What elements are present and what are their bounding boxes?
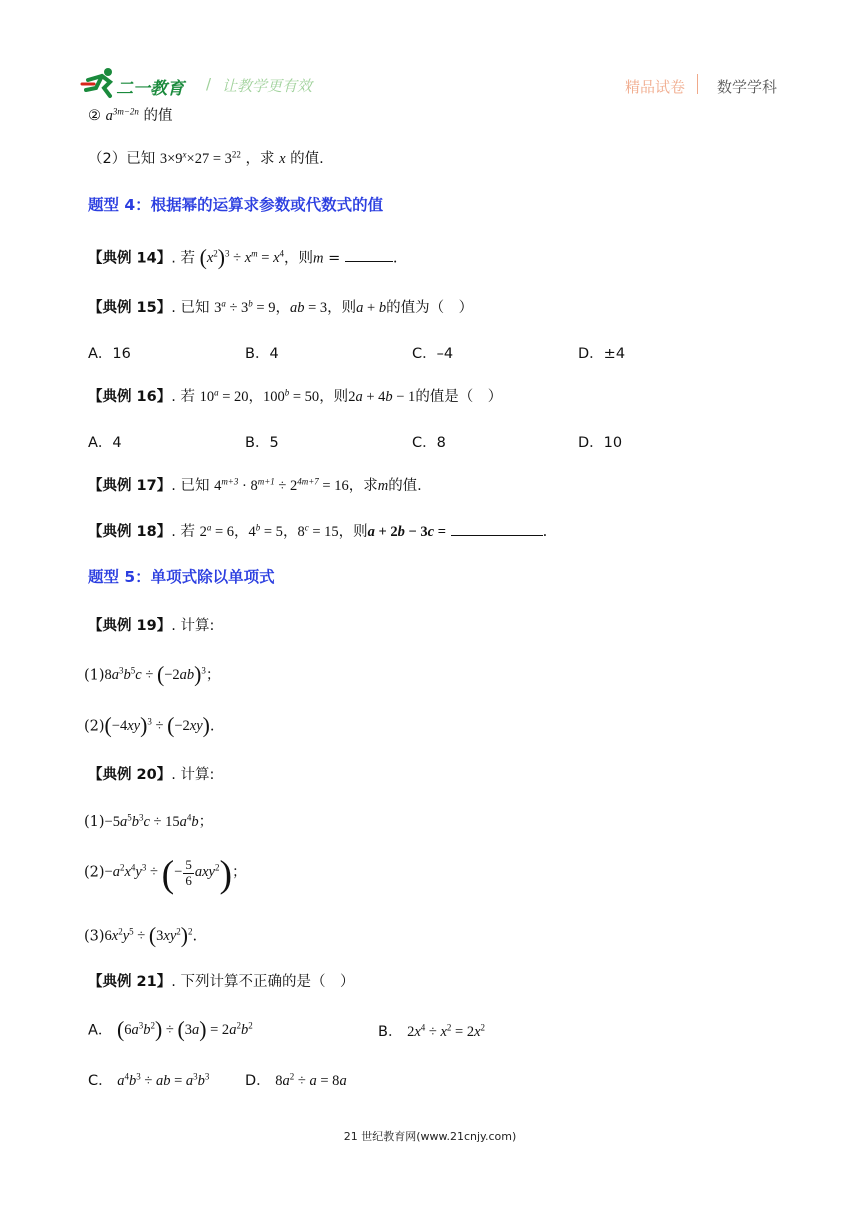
text: 的值.: [388, 478, 422, 494]
example-tag: 【典例 20】: [88, 767, 172, 783]
option-label: A．: [88, 1022, 113, 1039]
circled-two: ②: [88, 108, 101, 124]
runner-logo-icon: [80, 66, 120, 102]
math-expr: $(x^2)^3 \div x^m = x^4$: [199, 246, 285, 270]
example-tag: 【典例 19】: [88, 618, 172, 634]
text: . 下列计算不正确的是（ ）: [171, 974, 355, 990]
math-var: m: [313, 250, 324, 267]
ex21-option-d[interactable]: D． $8a^2 \div a = 8a$: [245, 1071, 347, 1089]
math-expr: 2a + 4b − 1: [348, 389, 416, 405]
text: . 已知: [171, 300, 210, 316]
part2-line: [88, 104, 173, 125]
header-divider: [697, 74, 698, 94]
example-21: [88, 970, 354, 991]
math-expr: $4^{m+3} \cdot 8^{m+1} \div 2^{4m+7} = 16$: [214, 476, 349, 494]
text: 的值: [143, 108, 173, 124]
ex19-part1: $(1)8a^3b^5c \div (-2ab)^3$；: [84, 663, 221, 687]
text: . 已知: [171, 478, 210, 494]
text: 的值.: [290, 151, 324, 167]
example-19: [88, 614, 214, 635]
math-expr: $3^a \div 3^b = 9$: [214, 298, 276, 316]
example-14: 【典例 14】. 若 $(x^2)^3 \div x^m = x^4$，则m = .: [88, 246, 398, 270]
text: （2）已知: [88, 151, 156, 167]
text: . 若: [171, 389, 195, 405]
math-expr: $3\times 9^x\times 27 = 3^{22}$: [159, 149, 241, 167]
math-expr: ab = 3: [289, 300, 328, 316]
option-c[interactable]: C．–4: [412, 346, 454, 362]
math-var: m: [377, 478, 389, 494]
example-tag: 【典例 17】: [88, 478, 172, 494]
ex20-part3: $(3)6x^2y^5 \div (3xy^2)^2$.: [84, 924, 198, 948]
q2-line: [88, 147, 324, 168]
math-expr: a + 2b − 3c =: [367, 524, 446, 540]
answer-blank[interactable]: [451, 522, 543, 536]
ex21-option-c[interactable]: C． $a^4b^3$ ÷ ab = $a^3b^3$: [88, 1071, 210, 1089]
example-18: 【典例 18】. 若 2$^a$ = 6，4$^b$ = 5，8$^c$ = 15，则a + 2b − 3c = .: [88, 522, 548, 540]
text: . 计算:: [171, 618, 215, 634]
text: 的值是（ ）: [415, 389, 503, 405]
text: . 若: [171, 250, 195, 267]
example-16: 【典例 16】. 若 10$^a$ = 20，100$^b$ = 50，则2a + 4b − 1的值是（ ）: [88, 387, 503, 405]
example-tag: 【典例 18】: [88, 524, 172, 540]
text: ，则: [338, 524, 368, 540]
ex20-part1: $(1)-5a^5b^3c \div 15a^4b$；: [84, 812, 214, 830]
math-expr: 4$^b$ = 5: [248, 522, 283, 540]
math-expr: 100$^b$ = 50: [263, 387, 320, 405]
option-label: C．: [88, 1073, 113, 1089]
example-tag: 【典例 15】: [88, 300, 172, 316]
example-17: [88, 474, 422, 495]
text: . 计算:: [171, 767, 215, 783]
example-tag: 【典例 14】: [88, 250, 172, 267]
ex21-option-a[interactable]: A． $(6a^3b^2) \div (3a) = 2a^2b^2$: [88, 1018, 253, 1042]
option-label: B．: [378, 1024, 403, 1040]
footer-text: 21 世纪教育网(www.21cnjy.com): [343, 1130, 517, 1143]
slogan: 让教学更有效: [222, 77, 313, 95]
slogan-divider: /: [206, 75, 212, 93]
example-tag: 【典例 21】: [88, 974, 172, 990]
math-expr: 2$^a$ = 6: [199, 522, 234, 540]
header: [80, 66, 780, 106]
option-label: D．: [245, 1073, 271, 1089]
section-heading-4: 题型 4：根据幂的运算求参数或代数式的值: [88, 196, 384, 214]
text: ，求: [245, 151, 275, 167]
answer-blank[interactable]: [345, 248, 393, 262]
example-15: 【典例 15】. 已知 $3^a \div 3^b = 9$，ab = 3，则a + b的值为（ ）: [88, 298, 474, 316]
text: 的值为（ ）: [386, 300, 474, 316]
ex20-part2: $(2)-a^2x^4y^3$ ÷ (− $\frac{5}{6}$ axy$^2$)；: [84, 854, 247, 896]
text: ，则: [327, 300, 357, 316]
math-var: x: [279, 151, 286, 167]
logo-text: 二一教育: [116, 79, 184, 99]
math-expr: 8$^c$ = 15: [297, 522, 339, 540]
option-b[interactable]: B．4: [245, 346, 279, 362]
math-expr: a + b: [356, 300, 387, 316]
option-c[interactable]: C．8: [412, 435, 446, 451]
option-d[interactable]: D．10: [578, 435, 623, 451]
text: ，求: [348, 478, 378, 494]
ex19-part2: $(2)(-4xy)^3 \div (-2xy)$.: [84, 714, 215, 738]
text: ，则: [319, 389, 349, 405]
header-right-b: 数学学科: [717, 78, 778, 96]
math-expr: $a^{3m-2n}$: [105, 106, 139, 124]
option-d[interactable]: D．±4: [578, 346, 626, 362]
example-20: [88, 763, 214, 784]
header-right-a: 精品试卷: [625, 78, 686, 96]
option-a[interactable]: A．16: [88, 346, 131, 362]
example-tag: 【典例 16】: [88, 389, 172, 405]
text: ，则: [284, 250, 314, 267]
option-a[interactable]: A．4: [88, 435, 122, 451]
text: . 若: [171, 524, 195, 540]
math-expr: 10$^a$ = 20: [199, 387, 249, 405]
option-b[interactable]: B．5: [245, 435, 279, 451]
section-heading-5: 题型 5：单项式除以单项式: [88, 568, 275, 586]
ex21-option-b[interactable]: B． $2x^4 \div x^2 = 2x^2$: [378, 1022, 486, 1040]
